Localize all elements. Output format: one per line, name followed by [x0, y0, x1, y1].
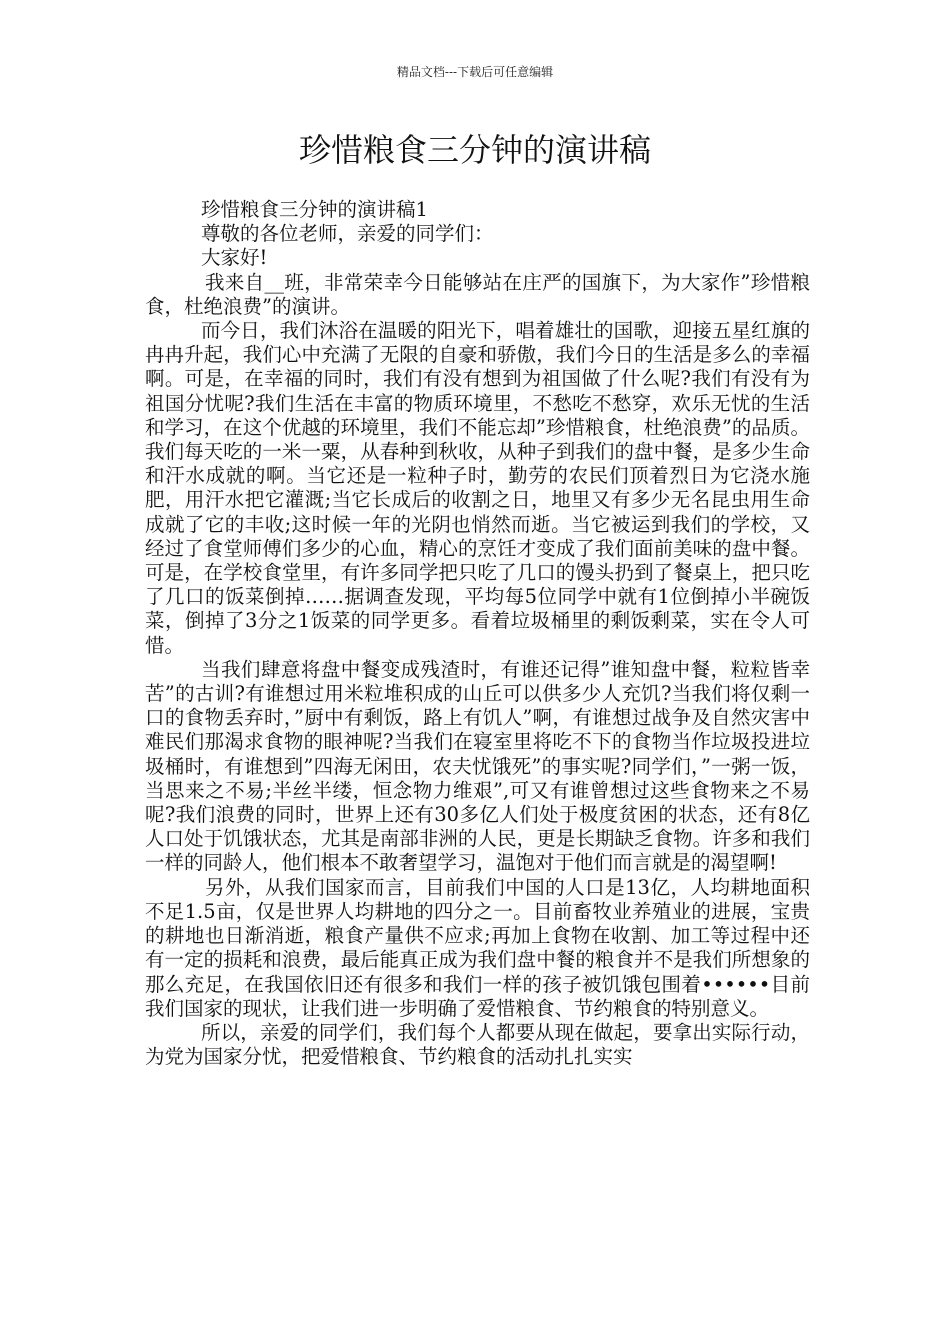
- paragraph: 而今日，我们沐浴在温暖的阳光下，唱着雄壮的国歌，迎接五星红旗的冉冉升起，我们心中充满了无限的自豪和骄傲，我们今日的生活是多么的幸福啊。可是，在幸福的同时，我们有没有想到为祖国做了什么呢?我们有没有为祖国分忧呢?我们生活在丰富的物质环境里，不愁吃不愁穿，欢乐无忧的生活和学习，在这个优越的环境里，我们不能忘却”珍惜粮食，杜绝浪费”的品质。我们每天吃的一米一粟，从春种到秋收，从种子到我们的盘中餐，是多少生命和汗水成就的啊。当它还是一粒种子时，勤劳的农民们顶着烈日为它浇水施肥，用汗水把它灌溉;当它长成后的收割之日，地里又有多少无名昆虫用生命成就了它的丰收;这时候一年的光阴也悄然而逝。当它被运到我们的学校，又经过了食堂师傅们多少的心血，精心的烹饪才变成了我们面前美味的盘中餐。可是，在学校食堂里，有许多同学把只吃了几口的馒头扔到了餐桌上，把只吃了几口的饭菜倒掉……据调查发现，平均每5位同学中就有1位倒掉小半碗饭菜，倒掉了3分之1饭菜的同学更多。看着垃圾桶里的剩饭剩菜，实在令人可惜。: [145, 319, 810, 657]
- document-title: 珍惜粮食三分钟的演讲稿: [298, 131, 651, 169]
- paragraph: 当我们肆意将盘中餐变成残渣时，有谁还记得”谁知盘中餐，粒粒皆幸苦”的古训?有谁想过用米粒堆积成的山丘可以供多少人充饥?当我们将仅剩一口的食物丢弃时，”厨中有剩饭，路上有饥人”啊，有谁想过战争及自然灾害中难民们那渴求食物的眼神呢?当我们在寝室里将吃不下的食物当作垃圾投进垃圾桶时，有谁想到”四海无闲田，农夫忧饿死”的事实呢?同学们，”一粥一饭，当思来之不易;半丝半缕，恒念物力维艰”,可又有谁曾想过这些食物来之不易呢?我们浪费的同时，世界上还有30多亿人们处于极度贫困的状态，还有8亿人口处于饥饿状态，尤其是南部非洲的人民，更是长期缺乏食物。许多和我们一样的同龄人，他们根本不敢奢望学习，温饱对于他们而言就是的渴望啊!: [145, 657, 810, 875]
- document-body: [145, 198, 810, 1069]
- document-subtitle: 珍惜粮食三分钟的演讲稿1: [201, 198, 428, 221]
- paragraph: 所以，亲爱的同学们，我们每个人都要从现在做起，要拿出实际行动，为党为国家分忧，把爱惜粮食、节约粮食的活动扎扎实实: [145, 1020, 810, 1069]
- header-note: 精品文档---下载后可任意编辑: [396, 65, 554, 79]
- salutation: 尊敬的各位老师，亲爱的同学们：: [201, 222, 494, 246]
- greeting: 大家好!: [201, 246, 268, 270]
- paragraph: 我来自__班，非常荣幸今日能够站在庄严的国旗下，为大家作”珍惜粮食，杜绝浪费”的演讲。: [145, 270, 810, 318]
- paragraph: 另外，从我们国家而言，目前我们中国的人口是13亿，人均耕地面积不足1.5亩，仅是世界人均耕地的四分之一。目前畜牧业养殖业的进展，宝贵的耕地也日渐消逝，粮食产量供不应求;再加上食物在收割、加工等过程中还有一定的损耗和浪费，最后能真正成为我们盘中餐的粮食并不是我们所想象的那么充足，在我国依旧还有很多和我们一样的孩子被饥饿包围着••••••目前我们国家的现状，让我们进一步明确了爱惜粮食、节约粮食的特别意义。: [145, 875, 810, 1020]
